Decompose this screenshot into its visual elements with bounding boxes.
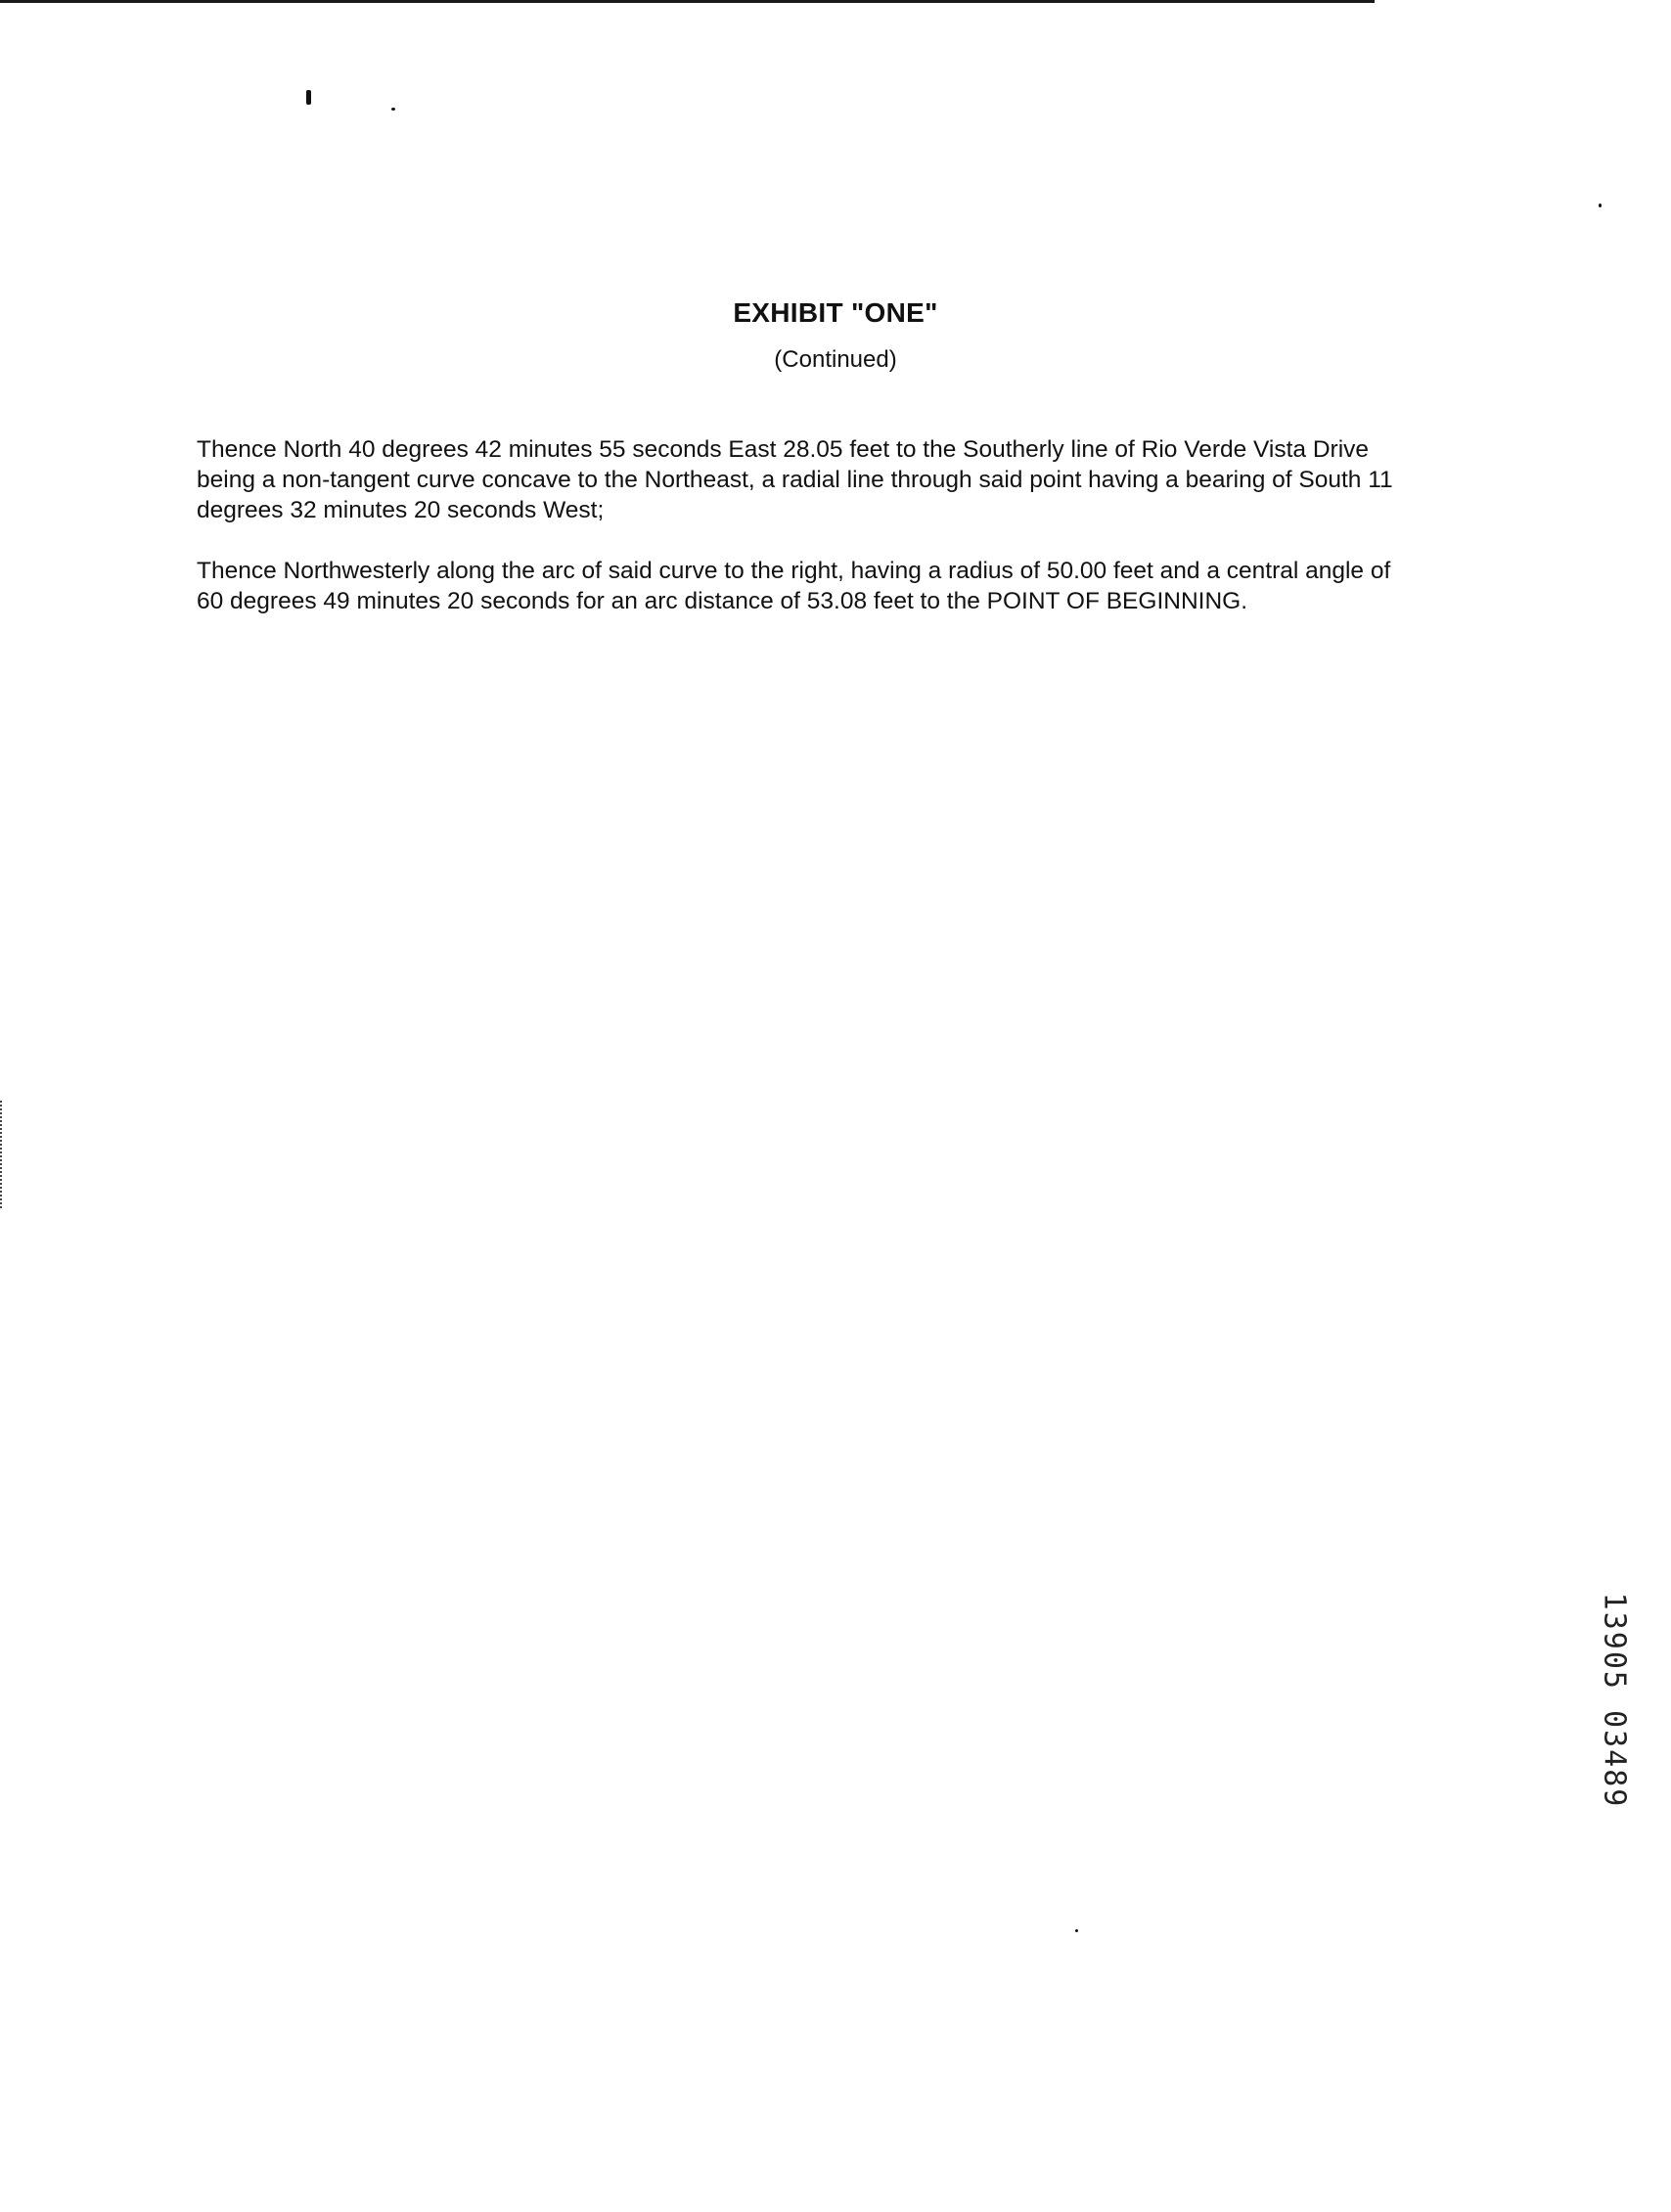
- scan-left-edge-marks: [0, 1101, 4, 1208]
- scan-speck: [306, 90, 311, 105]
- scan-top-border: [0, 0, 1375, 3]
- recording-stamp: [1587, 1568, 1642, 1832]
- scan-speck: [1599, 203, 1602, 207]
- exhibit-title: EXHIBIT "ONE": [733, 297, 938, 328]
- scan-speck: [1075, 1929, 1078, 1932]
- recording-stamp-number: 13905 03489: [1597, 1592, 1632, 1809]
- legal-description-paragraph: Thence Northwesterly along the arc of said curve to the right, having a radius of 50.00 feet and a central angle of 60 degrees 49 minutes 20 seconds for an arc distance of 53.08 feet to the POINT OF BEGINNING.: [197, 558, 1391, 614]
- exhibit-subtitle: (Continued): [774, 346, 897, 373]
- legal-description-paragraph: Thence North 40 degrees 42 minutes 55 seconds East 28.05 feet to the Southerly line of Rio Verde Vista Drive being a non-tangent curve concave to the Northeast, a radial line through said point having a bearing of South 11 degrees 32 minutes 20 seconds West;: [197, 436, 1393, 523]
- scan-speck: [391, 108, 395, 111]
